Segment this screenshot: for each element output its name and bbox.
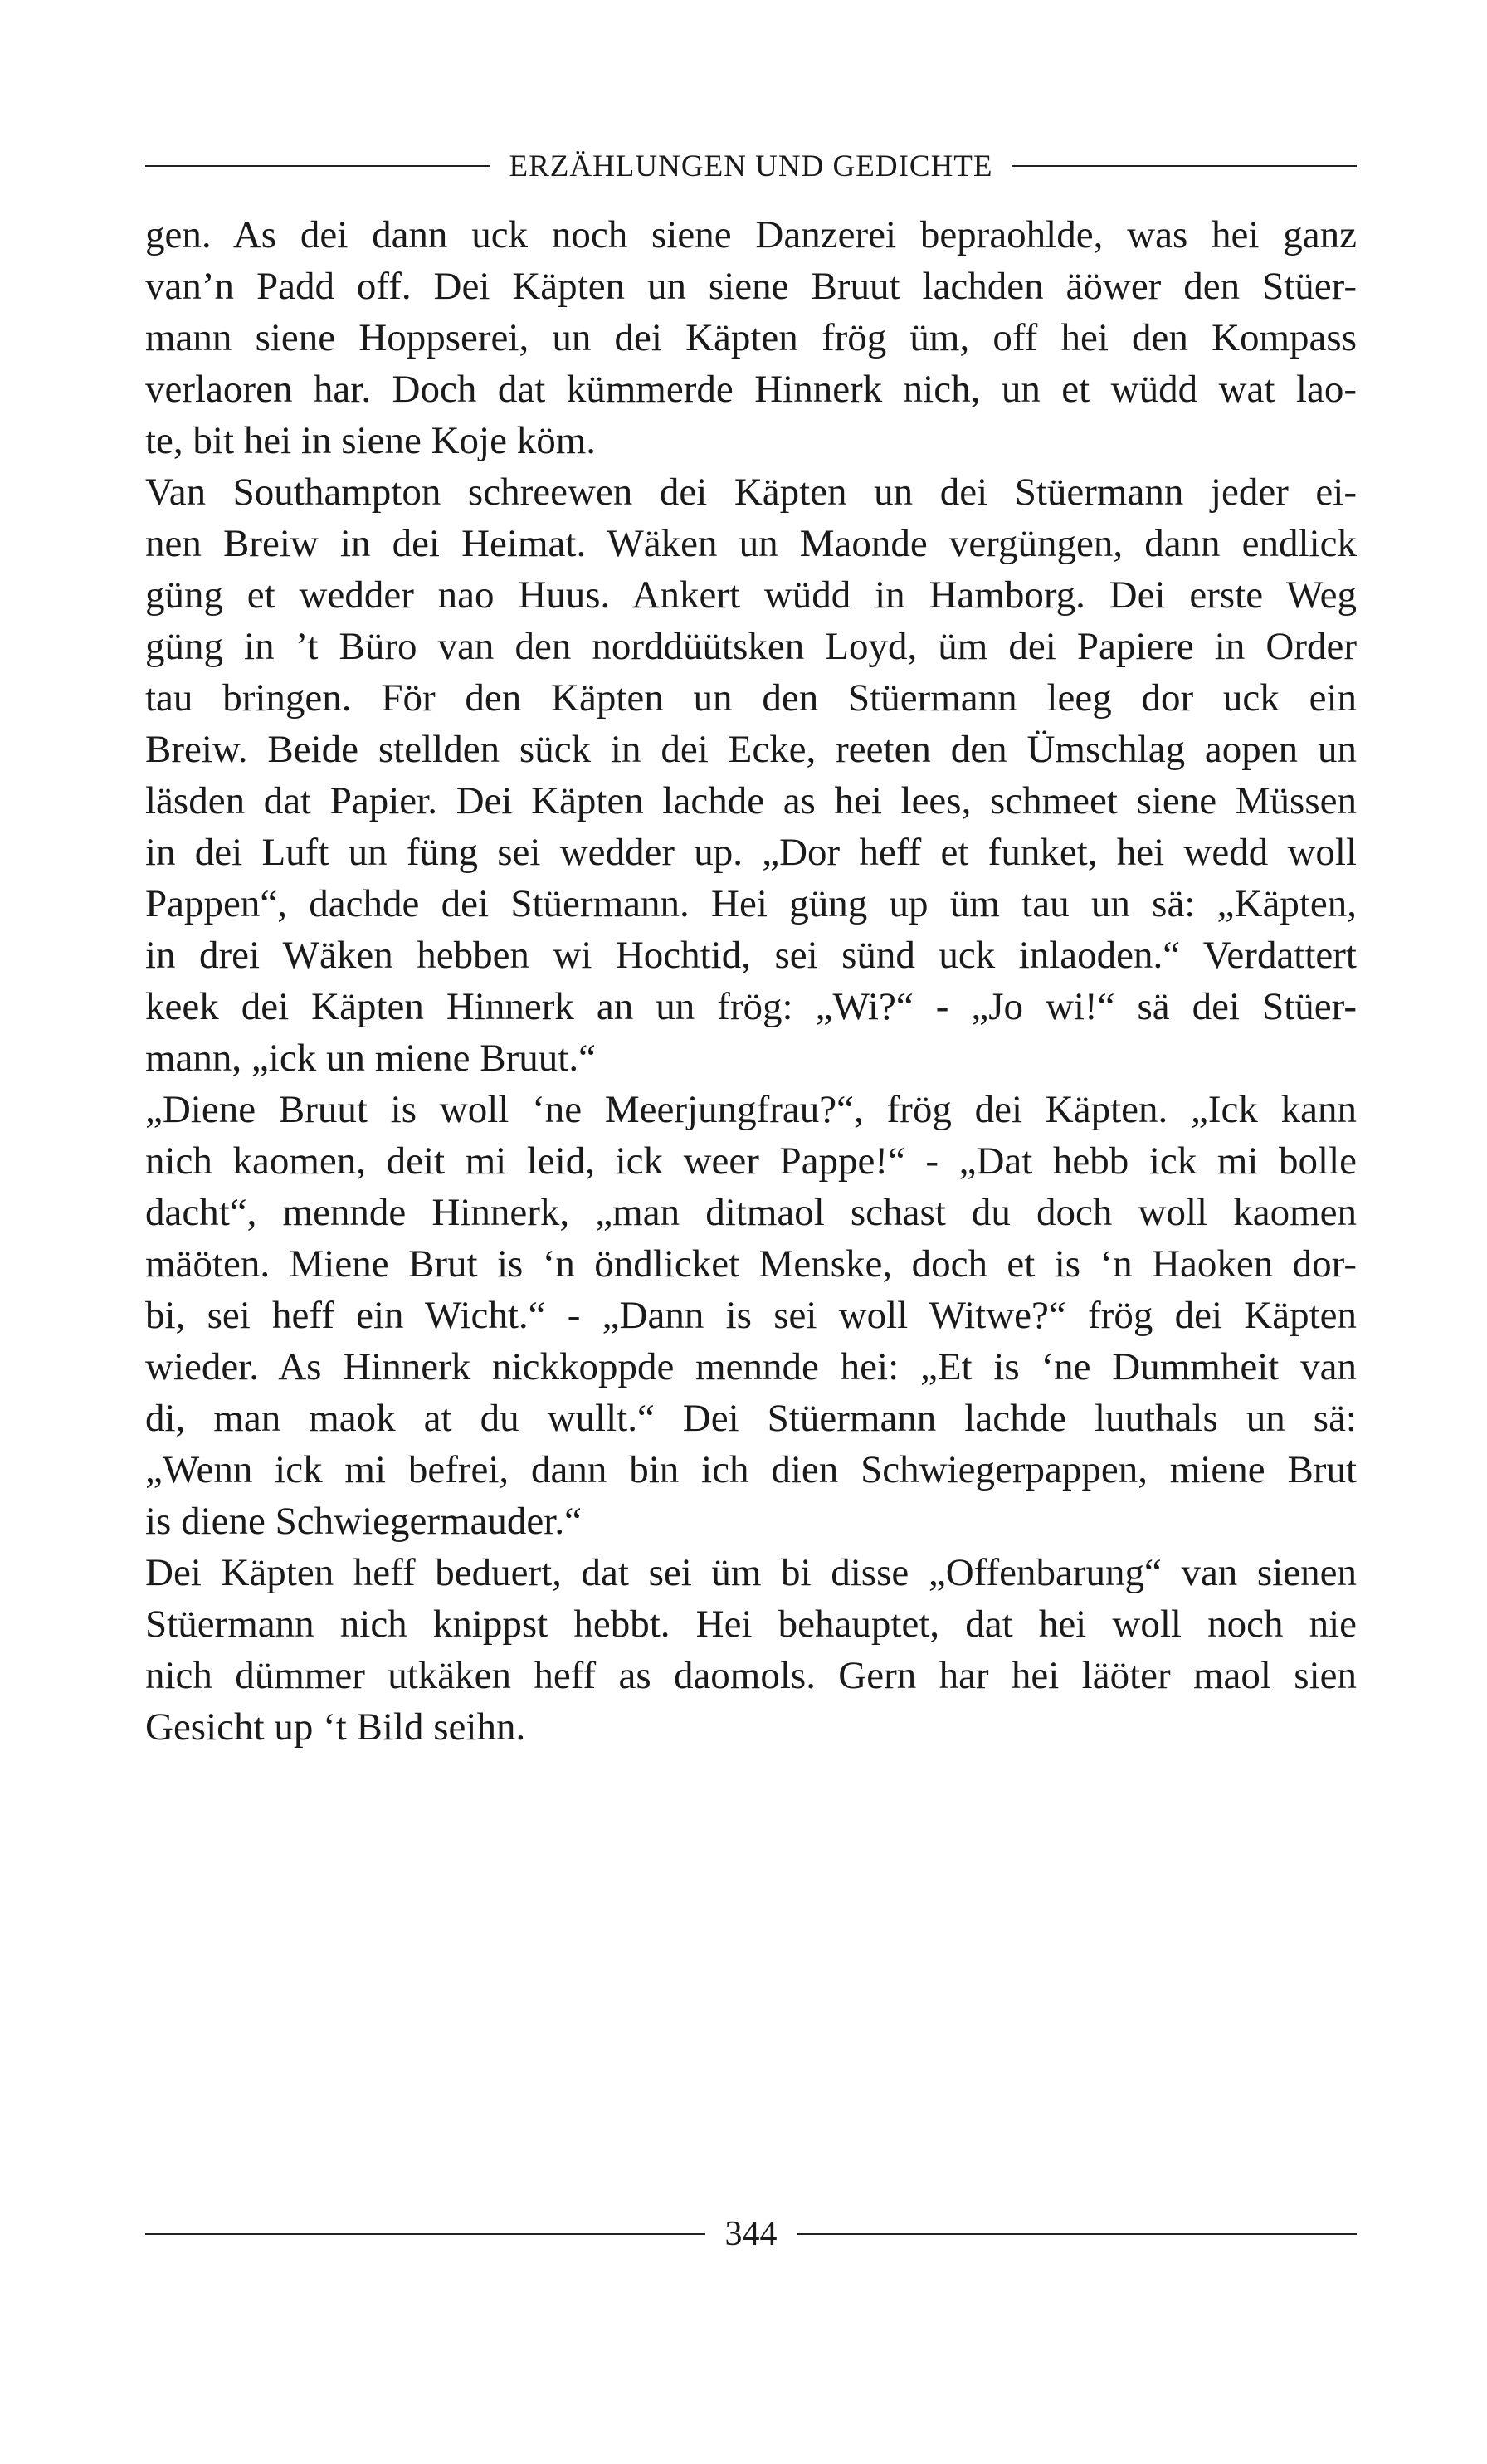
body-text <box>145 209 1357 1753</box>
paragraph <box>145 1547 1357 1753</box>
running-header <box>145 143 1357 189</box>
text-line: keek dei Käpten Hinnerk an un frög: „Wi?“ - „Jo wi!“ sä dei Stüer- <box>145 985 1357 1028</box>
text-line: in drei Wäken hebben wi Hochtid, sei sünd uck inlaoden.“ Verdattert <box>145 934 1357 977</box>
text-line: Stüermann nich knippst hebbt. Hei behauptet, dat hei woll noch nie <box>145 1603 1357 1646</box>
text-line: güng et wedder nao Huus. Ankert wüdd in Hamborg. Dei erste Weg <box>145 573 1357 617</box>
text-line: läsden dat Papier. Dei Käpten lachde as hei lees, schmeet siene Müssen <box>145 779 1357 822</box>
text-line: Van Southampton schreewen dei Käpten un dei Stüermann jeder ei- <box>145 471 1357 514</box>
text-line: mann siene Hoppserei, un dei Käpten frög üm, off hei den Kompass <box>145 316 1357 359</box>
text-line: van’n Padd off. Dei Käpten un siene Bruut lachden äöwer den Stüer- <box>145 265 1357 308</box>
text-line: dacht“, mennde Hinnerk, „man ditmaol schast du doch woll kaomen <box>145 1191 1357 1234</box>
text-line: bi, sei heff ein Wicht.“ - „Dann is sei woll Witwe?“ frög dei Käpten <box>145 1294 1357 1337</box>
text-line: „Diene Bruut is woll ‘ne Meerjungfrau?“, frög dei Käpten. „Ick kann <box>145 1088 1357 1131</box>
footer-rule-right <box>797 2233 1358 2235</box>
footer-rule-left <box>145 2233 705 2235</box>
text-line: „Wenn ick mi befrei, dann bin ich dien Schwiegerpappen, miene Brut <box>145 1448 1357 1491</box>
text-line: wieder. As Hinnerk nickkoppde mennde hei: „Et is ‘ne Dummheit van <box>145 1345 1357 1388</box>
text-line: in dei Luft un füng sei wedder up. „Dor heff et funket, hei wedd woll <box>145 831 1357 874</box>
text-line: mäöten. Miene Brut is ‘n öndlicket Menske, doch et is ‘n Haoken dor- <box>145 1242 1357 1286</box>
text-line: Dei Käpten heff beduert, dat sei üm bi disse „Offenbarung“ van sienen <box>145 1551 1357 1594</box>
header-rule-left <box>145 165 490 167</box>
text-line: nich dümmer utkäken heff as daomols. Gern har hei läöter maol sien <box>145 1654 1357 1697</box>
page-footer <box>145 2211 1357 2257</box>
text-line: verlaoren har. Doch dat kümmerde Hinnerk nich, un et wüdd wat lao- <box>145 368 1357 411</box>
text-line: nich kaomen, deit mi leid, ick weer Pappe!“ - „Dat hebb ick mi bolle <box>145 1139 1357 1183</box>
text-line: nen Breiw in dei Heimat. Wäken un Maonde vergüngen, dann endlick <box>145 522 1357 565</box>
paragraph <box>145 1084 1357 1547</box>
text-line: di, man maok at du wullt.“ Dei Stüermann lachde luuthals un sä: <box>145 1397 1357 1440</box>
header-rule-right <box>1012 165 1357 167</box>
text-line: mann, „ick un miene Bruut.“ <box>145 1037 596 1080</box>
text-line: Pappen“, dachde dei Stüermann. Hei güng up üm tau un sä: „Käpten, <box>145 882 1357 925</box>
text-line: Breiw. Beide stellden sück in dei Ecke, reeten den Ümschlag aopen un <box>145 728 1357 771</box>
paragraph <box>145 466 1357 1084</box>
text-line: Gesicht up ‘t Bild seihn. <box>145 1705 526 1749</box>
text-line: güng in ’t Büro van den norddüütsken Loyd, üm dei Papiere in Order <box>145 625 1357 668</box>
text-line: te, bit hei in siene Koje köm. <box>145 419 597 462</box>
header-title: ERZÄHLUNGEN UND GEDICHTE <box>509 149 993 183</box>
text-line: gen. As dei dann uck noch siene Danzerei bepraohlde, was hei ganz <box>145 213 1357 256</box>
page-number: 344 <box>724 2215 778 2253</box>
paragraph <box>145 209 1357 466</box>
text-line: tau bringen. För den Käpten un den Stüermann leeg dor uck ein <box>145 676 1357 720</box>
text-line: is diene Schwiegermauder.“ <box>145 1500 582 1543</box>
